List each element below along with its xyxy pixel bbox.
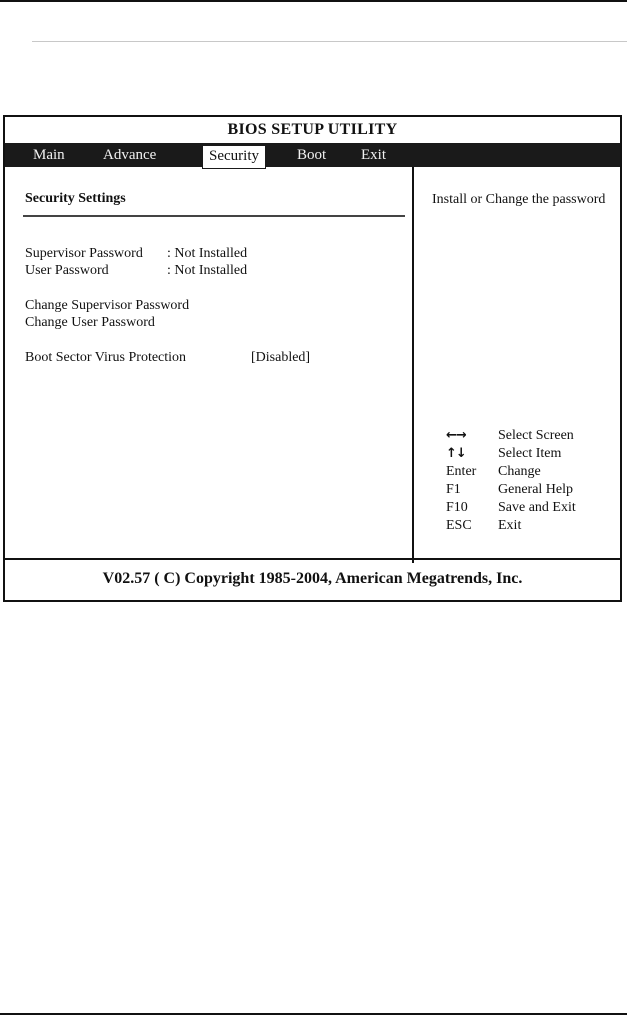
tab-boot[interactable]: Boot [297, 147, 327, 163]
window-title: BIOS SETUP UTILITY [227, 121, 398, 138]
section-title: Security Settings [25, 191, 126, 206]
key-description: General Help [498, 482, 574, 497]
user-password-label: User Password [25, 263, 109, 278]
key-name: Enter [446, 464, 477, 479]
change-user-password-item[interactable]: Change User Password [25, 315, 155, 330]
tab-advance[interactable]: Advance [103, 147, 157, 163]
up-down-arrow-icon: ↑↓ [446, 446, 466, 461]
copyright-footer: V02.57 ( C) Copyright 1985-2004, American Megatrends, Inc. [5, 558, 620, 600]
boot-sector-virus-protection-label: Boot Sector Virus Protection [25, 350, 187, 365]
user-password-status: : Not Installed [167, 263, 248, 278]
key-description: Save and Exit [498, 500, 576, 515]
key-description: Select Item [498, 446, 562, 461]
change-supervisor-password-item[interactable]: Change Supervisor Password [25, 298, 190, 313]
tab-exit[interactable]: Exit [361, 147, 386, 163]
left-right-arrow-icon: ←→ [446, 428, 466, 443]
user-password-row [25, 263, 248, 279]
boot-sector-virus-protection-value[interactable]: [Disabled] [251, 350, 311, 365]
key-name: ESC [446, 518, 472, 533]
boot-sector-virus-protection-row[interactable] [25, 350, 311, 366]
key-description: Select Screen [498, 428, 574, 443]
page-top-rule [0, 0, 627, 2]
tab-main[interactable]: Main [33, 147, 65, 163]
header-rule [32, 41, 627, 42]
section-divider [23, 215, 405, 217]
menu-bar [5, 143, 620, 167]
help-panel [412, 167, 622, 563]
key-name: F1 [446, 482, 461, 497]
key-description: Change [498, 464, 541, 479]
supervisor-password-label: Supervisor Password [25, 246, 143, 261]
supervisor-password-status: : Not Installed [167, 246, 248, 261]
key-description: Exit [498, 518, 522, 533]
supervisor-password-row [25, 246, 248, 262]
page-bottom-rule [0, 1013, 627, 1015]
key-name: F10 [446, 500, 468, 515]
bios-window [3, 115, 622, 602]
help-text: Install or Change the password [432, 192, 606, 207]
settings-panel [5, 167, 412, 563]
tab-security[interactable]: Security [202, 145, 266, 169]
